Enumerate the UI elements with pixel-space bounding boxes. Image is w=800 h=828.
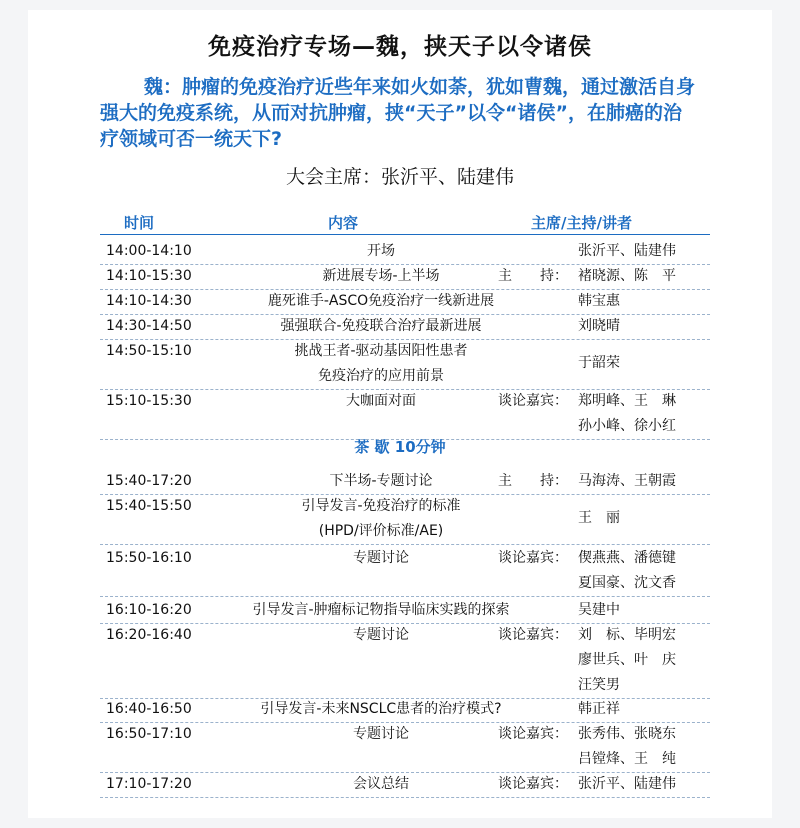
session-time: 14:00-14:10 <box>106 243 192 259</box>
speaker-names: 刘 标、毕明宏 <box>578 627 676 643</box>
schedule-page <box>28 10 772 818</box>
conference-chairs: 大会主席：张沂平、陆建伟 <box>285 166 514 188</box>
session-time: 16:20-16:40 <box>106 627 192 643</box>
row-separator <box>100 264 710 265</box>
speaker-names: 吴建中 <box>578 602 620 618</box>
header-role: 主席/主持/讲者 <box>531 214 632 232</box>
session-title: 大咖面对面 <box>346 393 416 409</box>
speaker-names: 张沂平、陆建伟 <box>578 776 676 792</box>
session-time: 14:10-15:30 <box>106 268 192 284</box>
row-separator <box>100 623 710 624</box>
speaker-names: 张沂平、陆建伟 <box>578 243 676 259</box>
page-title: 免疫治疗专场—魏，挟天子以令诸侯 <box>208 34 592 60</box>
tea-break: 茶 歇 10分钟 <box>354 438 446 456</box>
session-title: 引导发言-肿瘤标记物指导临床实践的探索 <box>252 602 510 618</box>
row-separator <box>100 314 710 315</box>
session-time: 14:30-14:50 <box>106 318 192 334</box>
speaker-names: 张秀伟、张晓东 <box>578 726 676 742</box>
session-title: 会议总结 <box>353 776 409 792</box>
speaker-names: 褚晓源、陈 平 <box>578 268 676 284</box>
session-title: 引导发言-未来NSCLC患者的治疗模式? <box>260 701 502 717</box>
session-time: 16:10-16:20 <box>106 602 192 618</box>
role-label: 谈论嘉宾： <box>498 726 568 742</box>
speaker-names: 韩宝惠 <box>578 293 620 309</box>
row-separator <box>100 289 710 290</box>
row-separator <box>100 722 710 723</box>
speaker-names: 汪笑男 <box>578 677 620 693</box>
speaker-names: 马海涛、王朝霞 <box>578 473 676 489</box>
role-label: 谈论嘉宾： <box>498 627 568 643</box>
session-time: 15:40-15:50 <box>106 498 192 514</box>
speaker-names: 王 丽 <box>578 510 620 526</box>
session-title: 专题讨论 <box>353 627 409 643</box>
session-time: 16:50-17:10 <box>106 726 192 742</box>
session-title: 引导发言-免疫治疗的标准 <box>301 498 461 514</box>
row-separator <box>100 544 710 545</box>
session-time: 15:10-15:30 <box>106 393 192 409</box>
row-separator <box>100 339 710 340</box>
header-time: 时间 <box>124 214 155 232</box>
speaker-names: 吕镗烽、王 纯 <box>578 751 676 767</box>
role-label: 谈论嘉宾： <box>498 550 568 566</box>
speaker-names: 夏国豪、沈文香 <box>578 575 676 591</box>
speaker-names: 于韶荣 <box>578 355 620 371</box>
intro-paragraph: 魏：肿瘤的免疫治疗近些年来如火如荼，犹如曹魏，通过激活自身强大的免疫系统，从而对抗肿瘤，挟“天子”以令“诸侯”，在肺癌的治疗领域可否一统天下? <box>100 76 696 150</box>
session-title: 下半场-专题讨论 <box>329 473 433 489</box>
row-separator <box>100 389 710 390</box>
session-title: (HPD/评价标准/AE) <box>318 523 444 539</box>
session-time: 15:40-17:20 <box>106 473 192 489</box>
speaker-names: 刘晓晴 <box>578 318 620 334</box>
row-separator <box>100 494 710 495</box>
session-title: 开场 <box>367 243 395 259</box>
speaker-names: 郑明峰、王 琳 <box>578 393 676 409</box>
speaker-names: 韩正祥 <box>578 701 620 717</box>
session-time: 14:50-15:10 <box>106 343 192 359</box>
speaker-names: 孙小峰、徐小红 <box>578 418 676 434</box>
session-time: 17:10-17:20 <box>106 776 192 792</box>
session-time: 16:40-16:50 <box>106 701 192 717</box>
session-title: 专题讨论 <box>353 726 409 742</box>
session-title: 新进展专场-上半场 <box>322 268 440 284</box>
role-label: 谈论嘉宾： <box>498 776 568 792</box>
role-label: 主 持： <box>498 473 568 489</box>
row-separator <box>100 772 710 773</box>
row-separator <box>100 797 710 798</box>
session-title: 鹿死谁手-ASCO免疫治疗一线新进展 <box>267 293 495 309</box>
header-rule <box>100 234 710 235</box>
speaker-names: 偰燕燕、潘德键 <box>578 550 676 566</box>
session-title: 强强联合-免疫联合治疗最新进展 <box>280 318 482 334</box>
header-content: 内容 <box>328 214 359 232</box>
session-title: 挑战王者-驱动基因阳性患者 <box>294 343 468 359</box>
session-time: 15:50-16:10 <box>106 550 192 566</box>
role-label: 谈论嘉宾： <box>498 393 568 409</box>
role-label: 主 持： <box>498 268 568 284</box>
session-title: 专题讨论 <box>353 550 409 566</box>
speaker-names: 廖世兵、叶 庆 <box>578 652 676 668</box>
row-separator <box>100 596 710 597</box>
session-title: 免疫治疗的应用前景 <box>318 368 444 384</box>
session-time: 14:10-14:30 <box>106 293 192 309</box>
